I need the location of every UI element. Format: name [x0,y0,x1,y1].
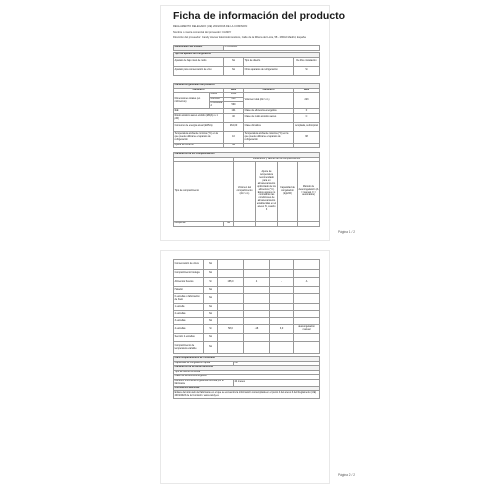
compartment-cell: descongelación manual [294,325,320,334]
table-row [174,287,320,294]
compartment-cell [244,342,270,354]
compartment-cell [270,270,294,278]
compartment-cell [294,311,320,318]
regulation-line: REGLAMENTO DELEGADO (UE) 2019/2016 DE LA COMISIÓN [173,25,248,28]
compartment-cell [294,287,320,294]
dim-height-value: 1490 [224,93,244,98]
iee-label: IEE [174,109,224,114]
table-row [174,294,320,304]
extra-info-text: Enlace del sitio web del fabricante en el que se encuentra la información contemplada en el punto 4 del anexo II del Reglamento (UE) 2019/2023 de la Comisión: www.candy.es [174,391,320,399]
light-type-label: Tipo de fuente luminosa [174,370,320,375]
model-value: CVS5A60W [224,46,320,51]
compartment-cell: 4 [244,278,270,287]
col-param-2: Parámetro [244,88,294,93]
compartment-name: Helador [174,287,204,294]
compartment-name: Compartimento bodega [174,270,204,278]
fast-freeze-label: Capacidad de congelación rápida [174,361,234,366]
dim-width-value: 600 [224,97,244,102]
light-class-label: Clase de eficiencia energética [174,375,320,380]
table-row [174,278,320,287]
compartment-cell: 3,0 [270,325,294,334]
table-row [174,260,320,270]
compartment-cell: Sí [204,278,218,287]
extra-info-table [173,356,320,399]
table-row [174,318,320,325]
compartment-name: 3 estrellas [174,318,204,325]
compartment-cell: Sí [204,325,218,334]
compartment-cell [244,304,270,311]
warranty-label: Duración mínima de la garantía ofrecida por el fabricante [174,379,234,386]
document-title: Ficha de información del producto [173,10,346,22]
compartment-cell: 165,0 [218,278,244,287]
compartment-cell [270,260,294,270]
design-type-value: De libre instalación [294,57,320,66]
table-row [174,342,320,354]
compartment-cell [270,334,294,342]
climate-class-label: Clase climática [244,122,294,131]
compartment-cell [244,287,270,294]
table-row [174,334,320,342]
params-header: Parámetros generales del producto [174,84,320,89]
other-appliance-value: Sí [294,66,320,75]
compartment-temp-header: Ajuste de temperatura recomendado para un almacenamiento optimizado de los alimentos (°C). Estos ajustes no contradirán las condiciones de almacenamiento establecidas en el anexo IV, cuadro 3 [256,162,278,222]
compartment-cell: No [204,294,218,304]
col-value-1: Valor [224,88,244,93]
wine-storage-value: No [224,66,244,75]
compartment-name: 2 estrellas [174,311,204,318]
compartment-cell [270,294,294,304]
table-row [174,311,320,318]
general-params-table [173,83,320,148]
dim-depth-value: 590 [224,102,244,109]
volume-label: Volumen total (dm³ o L) [244,93,294,109]
energy-class-label: Clase de eficiencia energética [244,109,294,114]
col-value-2: Valor [294,88,320,93]
pantry-value: No [224,222,234,227]
table-row [174,325,320,334]
compartment-name: Alimentos frescos [174,278,204,287]
compartment-rows-table [173,259,320,354]
four-star-header: Para compartimentos de 4 estrellas [174,357,320,362]
compartment-name: 1 estrella [174,304,204,311]
compartment-table [173,152,320,227]
min-temp-value: 10 [224,131,244,143]
compartment-cell: No [204,334,218,342]
light-header: Parámetros de la fuente luminosa [174,366,320,371]
compartment-cell: - [270,278,294,287]
compartment-cell [218,318,244,325]
compartment-cell [218,342,244,354]
compartment-cell [244,311,270,318]
col-param-1: Parámetro [174,88,224,93]
max-temp-value: 38 [294,131,320,143]
page-number-1: Página 1 / 2 [337,230,355,234]
supplier-address: Dirección del proveedor: Candy Hoover Electrodomésticos, Calle de la Ribera del Loira, 58 - 28042 Madrid, España [173,36,306,39]
compartment-cell [270,304,294,311]
dim-width-label: Anchura [210,97,224,102]
warranty-value: 24 meses [234,379,320,386]
compartment-cell [244,334,270,342]
iee-value: 101 [224,109,244,114]
compartment-cell [244,260,270,270]
compartment-cell [218,270,244,278]
volume-value: 223 [294,93,320,109]
compartment-cell [294,318,320,325]
compartment-cell: No [204,270,218,278]
compartment-cell: No [204,318,218,325]
energy-consumption-label: Consumo de energía anual (kWh/a) [174,122,224,131]
low-noise-label: Aparato de bajo nivel de ruido [174,57,224,66]
pantry-label: Despensa [174,222,224,227]
compartment-cell: No [204,260,218,270]
compartment-cell: No [204,304,218,311]
dims-label: Dimensiones totales (en milímetros) [174,93,210,109]
compartment-cell: A [294,278,320,287]
compartment-cell [294,270,320,278]
appliance-type-table [173,52,320,76]
compartment-cell [294,294,320,304]
compartment-cell [218,311,244,318]
extra-info-header: Información adicional [174,386,320,391]
compartment-name: 4 estrellas [174,325,204,334]
type-header: Tipo de aparato de refrigeración [174,53,320,58]
compartment-header: Parámetros de los compartimentos [174,153,320,158]
table-row [174,270,320,278]
compartment-cell [244,318,270,325]
supplier-name: Nombre o marca comercial del proveedor: CANDY [173,31,232,34]
compartment-cell: 58,0 [218,325,244,334]
compartment-cell [218,260,244,270]
compartment-cell [270,342,294,354]
winter-setting-value: No [224,143,244,148]
compartment-cell: No [204,311,218,318]
compartment-params-header: Parámetros y valores de los compartimentos [234,157,320,162]
compartment-cell [270,318,294,325]
compartment-name: Compartimento de temperatura variable [174,342,204,354]
compartment-freezing-header: Capacidad de congelación (kg/24h) [278,162,298,222]
document-page-2 [160,250,355,484]
compartment-cell [218,334,244,342]
compartment-cell [294,342,320,354]
low-noise-value: No [224,57,244,66]
compartment-name: 0 estrellas o fabricación de hielo [174,294,204,304]
min-temp-label: Temperatura ambiente mínima (°C) en la que puede utilizarse el aparato de refrigeración [174,131,224,143]
max-temp-label: Temperatura ambiente máxima (°C) en la que puede utilizarse el aparato de refrigeración [244,131,294,143]
climate-class-value: templada, subtropical [294,122,320,131]
page-number-2: Página 2 / 2 [337,473,355,477]
compartment-cell [294,260,320,270]
compartment-cell: -18 [244,325,270,334]
compartment-name: Sección 2 estrellas [174,334,204,342]
compartment-cell [218,294,244,304]
noise-class-label: Clase de ruido acústico aéreo [244,113,294,122]
winter-setting-label: Ajuste de invierno [174,143,224,148]
energy-class-value: F [294,109,320,114]
model-label: Identificador del modelo [174,46,224,51]
wine-storage-label: Aparato para conservación de vino [174,66,224,75]
compartment-cell [294,304,320,311]
compartment-name: Conservación de vinos [174,260,204,270]
compartment-type-label: Tipo de compartimento [174,162,234,222]
model-table [173,45,320,51]
dim-height-label: Altura [210,93,224,98]
compartment-cell [270,287,294,294]
compartment-cell: No [204,287,218,294]
compartment-volume-header: Volumen del compartimento (dm³ o L) [234,162,256,222]
compartment-cell [294,334,320,342]
other-appliance-label: Otros aparatos de refrigeración [244,66,294,75]
noise-label: Ruido acústico aéreo emitido (dB(A) re 1 pW) [174,113,224,122]
table-row [174,304,320,311]
document-page-1 [160,5,355,241]
noise-class-value: C [294,113,320,122]
compartment-cell [244,270,270,278]
compartment-cell [244,294,270,304]
energy-consumption-value: 264,00 [224,122,244,131]
compartment-cell [218,304,244,311]
compartment-defrost-header: Método de descongelación (A = manual, F = automática) [298,162,320,222]
compartment-cell [218,287,244,294]
fast-freeze-value: No [234,361,320,366]
compartment-cell [270,311,294,318]
compartment-cell: No [204,342,218,354]
design-type-label: Tipo de diseño [244,57,294,66]
dim-depth-label: Profundidad [210,101,223,108]
noise-value: 40 [224,113,244,122]
